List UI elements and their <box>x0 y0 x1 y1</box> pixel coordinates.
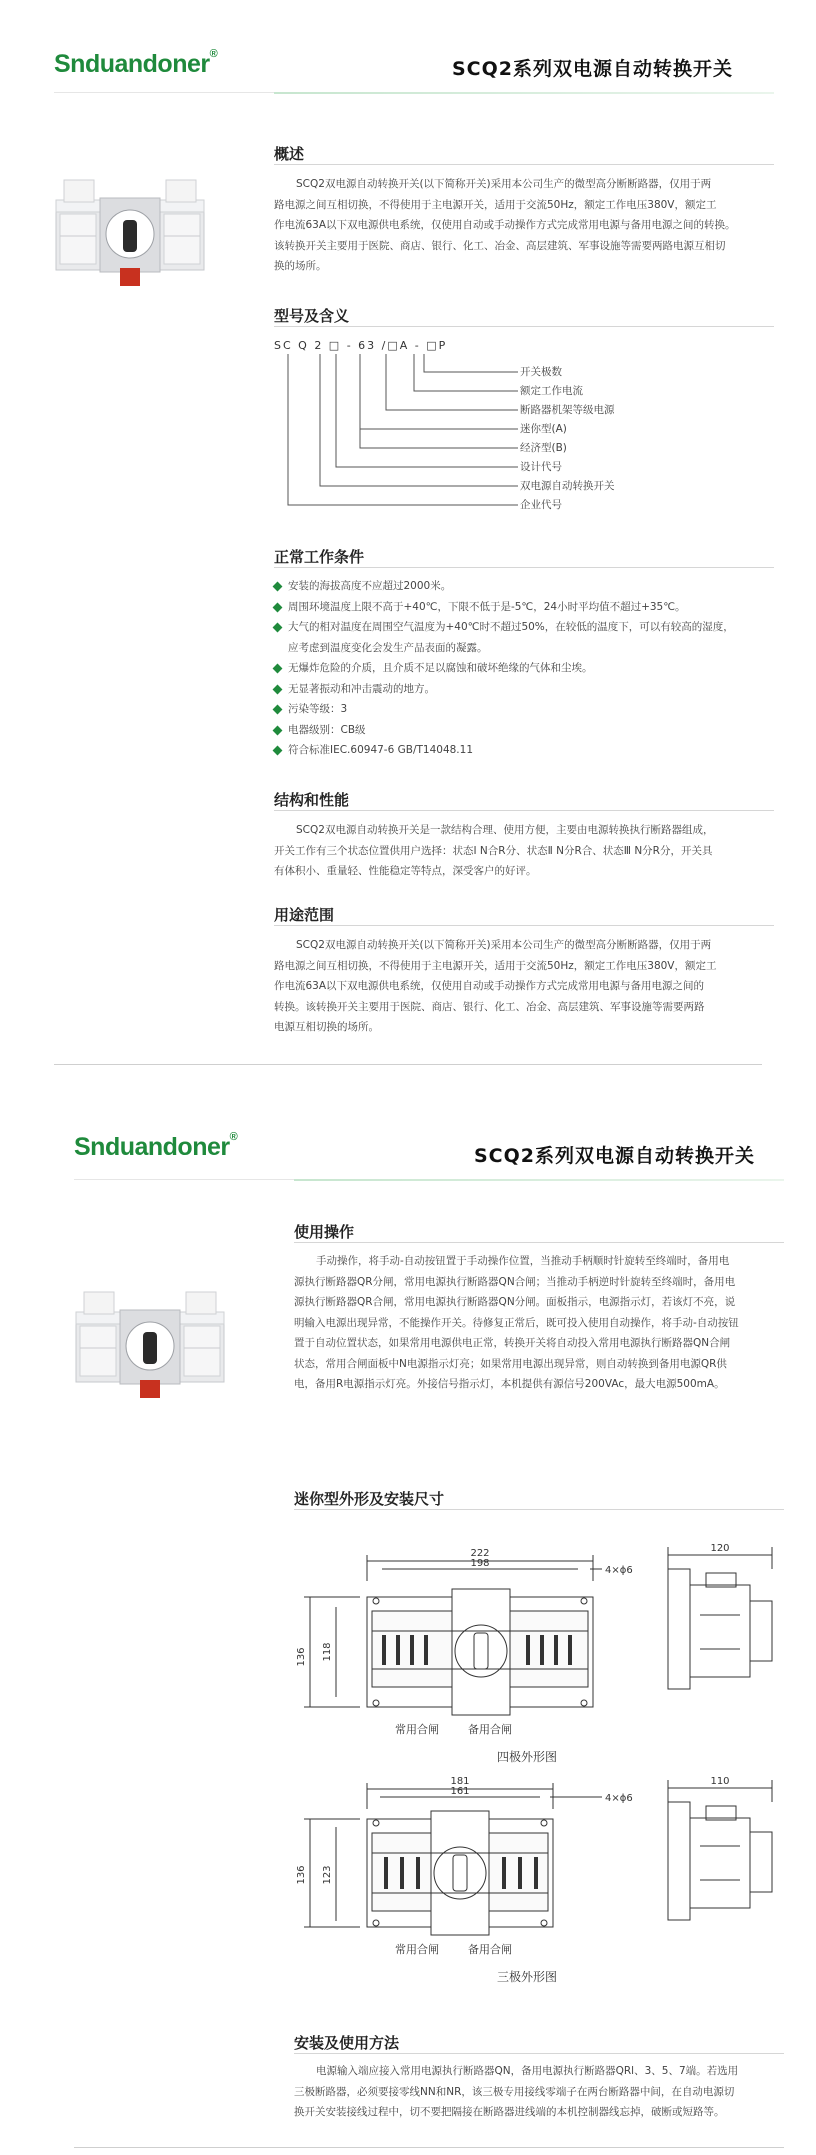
four-pole-side-drawing <box>660 1537 780 1697</box>
model-heading: 型号及含义 <box>274 307 350 325</box>
bullet-icon <box>273 746 283 756</box>
four-pole-front-drawing <box>296 1547 633 1717</box>
four-pole-overall-height: 136 <box>296 1647 307 1667</box>
four-pole-backup-label: 备用合闸 <box>468 1723 512 1736</box>
operation-heading: 使用操作 <box>294 1223 355 1241</box>
structure-text: SCQ2双电源自动转换开关是一款结构合理、使用方便，主要由电源转换执行断路器组成， 开关工作有三个状态位置供用户选择：状态Ⅰ N合R分、状态Ⅱ N分R合、状态Ⅲ N分R分，开关具 有体积小、重量轻、性能稳定等特点，深受客户的好评。 <box>274 824 714 877</box>
model-legend-lines <box>274 352 514 522</box>
install-rule <box>294 2053 784 2054</box>
four-pole-holes: 4×ϕ6 <box>605 1565 633 1576</box>
page-divider <box>54 1064 762 1065</box>
three-pole-backup-label: 备用合闸 <box>468 1943 512 1956</box>
model-label-poles: 开关极数 <box>520 366 562 378</box>
model-label-current: 额定工作电流 <box>520 385 583 397</box>
header-accent <box>274 92 774 94</box>
bullet-icon <box>273 582 283 592</box>
four-pole-caption: 四极外形图 <box>497 1750 558 1764</box>
page-2 <box>0 1075 816 2155</box>
dimensions-rule <box>294 1509 784 1510</box>
install-heading: 安装及使用方法 <box>294 2034 400 2052</box>
list-item: 大气的相对温度在周围空气温度为+40℃时不超过50%，在较低的温度下，可以有较高的湿度， <box>274 617 774 638</box>
usage-heading: 用途范围 <box>274 906 335 924</box>
four-pole-depth: 120 <box>710 1543 730 1554</box>
header-accent <box>294 1179 784 1181</box>
four-pole-inner-height: 118 <box>322 1642 333 1662</box>
usage-text: SCQ2双电源自动转换开关(以下简称开关)采用本公司生产的微型高分断断路器，仅用于两 路电源之间互相切换，不得使用于主电源开关，适用于交流50Hz，额定工作电压380V，额定工 作电流63A以下双电源供电系统，仅使用自动或手动操作方式完成常用电源与备用电源之间的 转换。该转换开关主要用于医院、商店、银行、化工、冶金、高层建筑、军事设施等需要两路 电源互相切换的场所。 <box>274 939 717 1033</box>
list-item: 污染等级：3 <box>274 699 774 720</box>
model-rule <box>274 326 774 327</box>
product-image <box>50 170 210 295</box>
product-image <box>70 1282 230 1407</box>
bullet-icon <box>273 684 283 694</box>
list-item: 电器级别：CB级 <box>274 720 774 741</box>
structure-rule <box>274 810 774 811</box>
list-item-continuation: 应考虑到温度变化会发生产品表面的凝露。 <box>288 641 488 654</box>
bullet-icon <box>273 623 283 633</box>
page-title: SCQ2系列双电源自动转换开关 <box>474 1145 756 1167</box>
list-item: 无显著振动和冲击震动的地方。 <box>274 679 774 700</box>
four-pole-inner-width: 198 <box>470 1558 490 1569</box>
model-label-company: 企业代号 <box>520 499 562 511</box>
three-pole-side-drawing <box>660 1770 780 1930</box>
usage-rule <box>274 925 774 926</box>
model-label-frame: 断路器机架等级电源 <box>520 404 615 416</box>
three-pole-common-label: 常用合闸 <box>395 1943 439 1956</box>
three-pole-front-drawing <box>296 1775 633 1940</box>
dimensions-heading: 迷你型外形及安装尺寸 <box>294 1490 445 1508</box>
three-pole-caption: 三极外形图 <box>497 1970 558 1984</box>
list-item: 符合标准IEC.60947-6 GB/T14048.11 <box>274 740 774 761</box>
list-item: 无爆炸危险的介质，且介质不足以腐蚀和破坏绝缘的气体和尘埃。 <box>274 658 774 679</box>
conditions-list <box>274 576 774 761</box>
bullet-icon <box>273 602 283 612</box>
four-pole-common-label: 常用合闸 <box>395 1723 439 1736</box>
model-label-economy: 经济型(B) <box>520 442 567 454</box>
bullet-icon <box>273 705 283 715</box>
three-pole-inner-height: 123 <box>322 1865 333 1885</box>
overview-rule <box>274 164 774 165</box>
three-pole-overall-height: 136 <box>296 1865 307 1885</box>
bullet-icon <box>273 664 283 674</box>
model-label-design: 设计代号 <box>520 461 562 473</box>
list-item: 安装的海拔高度不应超过2000米。 <box>274 576 774 597</box>
three-pole-overall-width: 181 <box>450 1776 470 1787</box>
model-label-product: 双电源自动转换开关 <box>520 480 615 492</box>
page-divider <box>74 2147 784 2148</box>
page-1 <box>0 0 816 1075</box>
model-label-mini: 迷你型(A) <box>520 423 567 435</box>
brand-logo: Snduandoner® <box>54 48 218 78</box>
overview-text: SCQ2双电源自动转换开关(以下简称开关)采用本公司生产的微型高分断断路器，仅用于两 路电源之间互相切换，不得使用于主电源开关，适用于交流50Hz，额定工作电压380V，额定工 作电流63A以下双电源供电系统，仅使用自动或手动操作方式完成常用电源与备用电源之间的转换。 该转换开关主要用于医院、商店、银行、化工、冶金、高层建筑、军事设施等需要两路电源互相切 换的场所。 <box>274 178 736 272</box>
page-title: SCQ2系列双电源自动转换开关 <box>452 58 734 80</box>
four-pole-overall-width: 222 <box>470 1548 490 1559</box>
conditions-rule <box>274 567 774 568</box>
structure-heading: 结构和性能 <box>274 791 350 809</box>
bullet-icon <box>273 725 283 735</box>
operation-text: 手动操作，将手动-自动按钮置于手动操作位置，当推动手柄顺时针旋转至终端时，备用电 源执行断路器QR分闸，常用电源执行断路器QN合闸；当推动手柄逆时针旋转至终端时，备用电 源执行断路器QR合闸，常用电源执行断路器QN分闸。面板指示，电源指示灯，若该灯不亮，说 明输入电源出现异常，不能操作开关。待修复正常后，既可投入使用自动操作，将手动-自动按钮 置于自动位置状态，如果常用电源供电正常，转换开关将自动投入常用电源执行断路器QN合闸 状态，常用合闸面板中N电源指示灯亮；如果常用电源出现异常，则自动转换到备用电源QR供 电，备用R电源指示灯亮。外接信号指示灯，本机提供有源信号200VAc，最大电源500mA。 <box>294 1255 739 1390</box>
overview-heading: 概述 <box>274 145 305 163</box>
install-text: 电源输入端应接入常用电源执行断路器QN，备用电源执行断路器QRl、3、5、7端。若选用 三极断路器，必须要接零线NN和NR，该三极专用接线零端子在两台断路器中间，在自动电源切 换开关安装接线过程中，切不要把隔接在断路器进线端的本机控制器线忘掉，破断或短路等。 <box>294 2065 739 2118</box>
brand-logo: Snduandoner® <box>74 1131 238 1161</box>
three-pole-inner-width: 161 <box>450 1786 470 1797</box>
conditions-heading: 正常工作条件 <box>274 548 365 566</box>
operation-rule <box>294 1242 784 1243</box>
three-pole-depth: 110 <box>710 1776 730 1787</box>
list-item: 周围环境温度上限不高于+40℃，下限不低于是-5℃，24小时平均值不超过+35℃。 <box>274 597 774 618</box>
model-code: SC Q 2 □ - 63 /□A - □P <box>274 339 448 352</box>
three-pole-holes: 4×ϕ6 <box>605 1793 633 1804</box>
